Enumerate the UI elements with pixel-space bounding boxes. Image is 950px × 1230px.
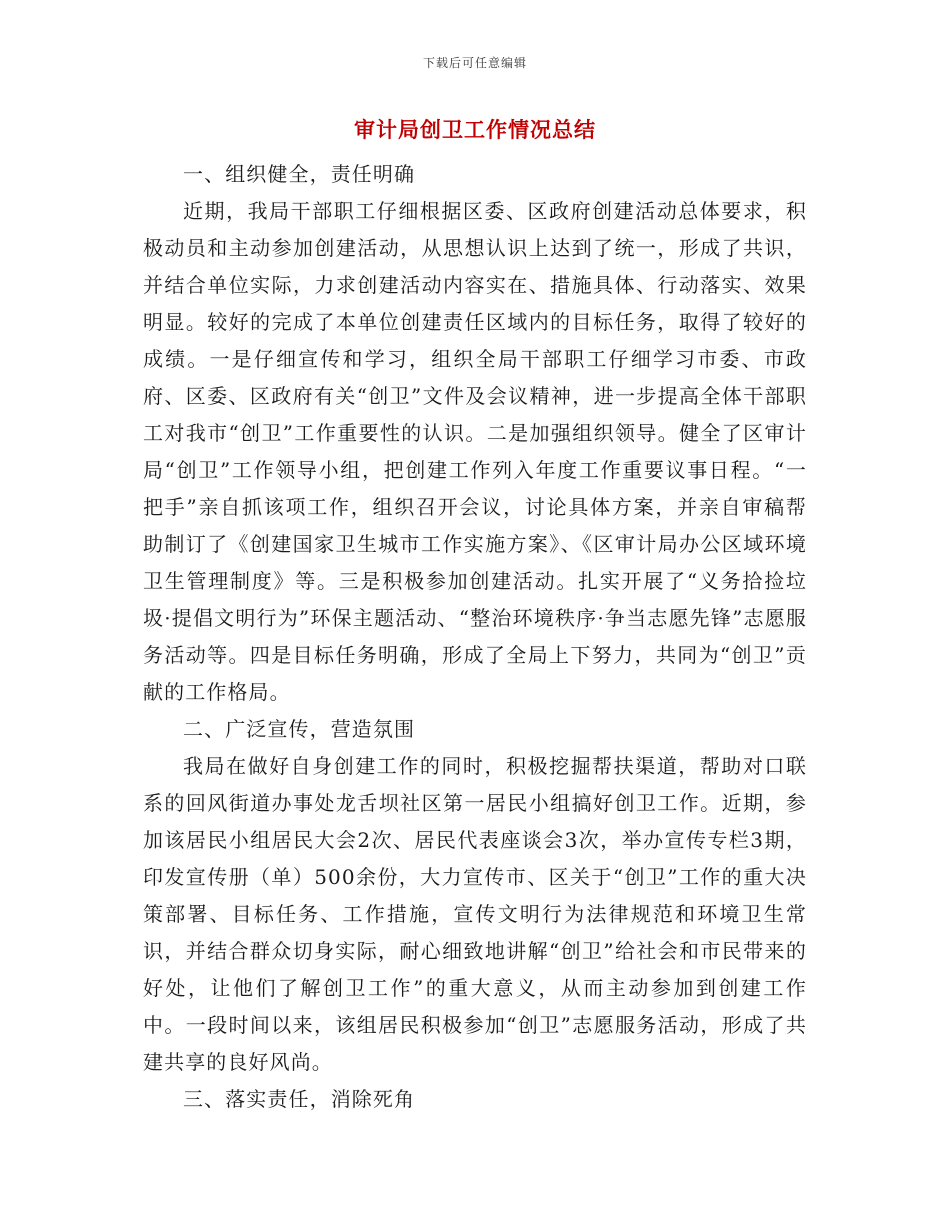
section-paragraph-2: 我局在做好自身创建工作的同时，积极挖掘帮扶渠道，帮助对口联系的回风街道办事处龙舌坝社区第一居民小组搞好创卫工作。近期，参加该居民小组居民大会2次、居民代表座谈会3次，举办宣传专栏3期，印发宣传册（单）500余份，大力宣传市、区关于“创卫”工作的重大决策部署、目标任务、工作措施，宣传文明行为法律规范和环境卫生常识，并结合群众切身实际，耐心细致地讲解“创卫”给社会和市民带来的好处，让他们了解创卫工作”的重大意义，从而主动参加到创建工作中。一段时间以来，该组居民积极参加“创卫”志愿服务活动，形成了共建共享的良好风尚。 [143, 754, 807, 1074]
section-paragraph-1: 近期，我局干部职工仔细根据区委、区政府创建活动总体要求，积极动员和主动参加创建活动，从思想认识上达到了统一，形成了共识，并结合单位实际，力求创建活动内容实在、措施具体、行动落实、效果明显。较好的完成了本单位创建责任区域内的目标任务，取得了较好的成绩。一是仔细宣传和学习，组织全局干部职工仔细学习市委、市政府、区委、区政府有关“创卫”文件及会议精神，进一步提高全体干部职工对我市“创卫”工作重要性的认识。二是加强组织领导。健全了区审计局“创卫”工作领导小组，把创建工作列入年度工作重要议事日程。“一把手”亲自抓该项工作，组织召开会议，讨论具体方案，并亲自审稿帮助制订了《创建国家卫生城市工作实施方案》、《区审计局办公区域环境卫生管理制度》等。三是积极参加创建活动。扎实开展了“义务拾捡垃圾·提倡文明行为”环保主题活动、“整治环境秩序·争当志愿先锋”志愿服务活动等。四是目标任务明确，形成了全局上下努力，共同为“创卫”贡献的工作格局。 [143, 199, 807, 704]
section-heading-2: 二、广泛宣传，营造氛围 [183, 717, 416, 741]
section-heading-1: 一、组织健全，责任明确 [183, 162, 416, 186]
document-body [143, 156, 807, 1118]
document-title: 审计局创卫工作情况总结 [354, 117, 596, 142]
section-heading-3: 三、落实责任，消除死角 [183, 1087, 416, 1111]
header-note: 下载后可任意编辑 [422, 56, 527, 70]
